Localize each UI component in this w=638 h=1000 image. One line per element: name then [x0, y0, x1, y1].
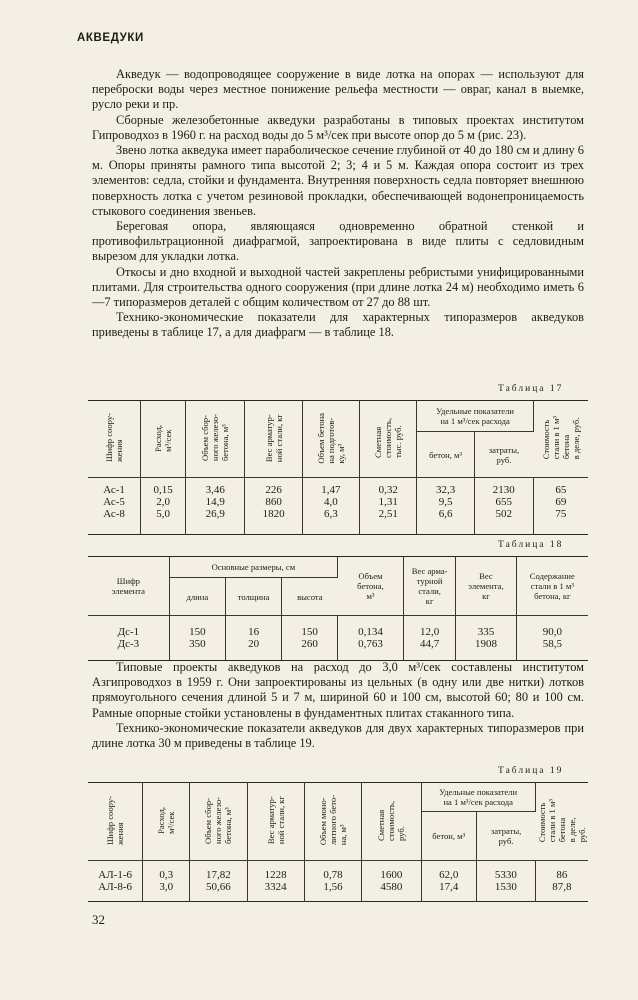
body-text-1	[92, 67, 584, 341]
table-header: Объем сбор- ного железо- бетона, м³	[190, 783, 247, 861]
table-row: АЛ-1-6 АЛ-8-6 0,3 3,0 17,82 50,66 1228 3324 0,78 1,56 1600 4580 62,0 17,4 5330 1530 86 87,8	[88, 861, 588, 902]
table-header: Вес арматур- ной стали, кг	[245, 401, 302, 478]
paragraph: Звено лотка акведука имеет параболическое сечение глубиной от 40 до 180 см и длину 6 м. Опоры приняты рамного типа высотой 2; 3; 4 и 5 м. Каждая опора состоит из трех элементов: седла, стойки и фундамента. Внутренняя поверхность седла повторяет внешнюю поверхность лотка с учетом резиновой прокладки, обеспечивающей водонепроницаемость стыкового соединения звеньев.	[92, 143, 584, 218]
table-header: Стоимость стали в 1 м³ бетона в деле, руб.	[535, 783, 588, 861]
table-header: затраты, руб.	[474, 432, 533, 478]
paragraph: Акведук — водопроводящее сооружение в виде лотка на опорах — используют для переброски воды через местное понижение рельефа местности — овраг, канал в выемке, русло реки и пр.	[92, 67, 584, 112]
table-17	[88, 400, 588, 535]
table-header: Удельные показатели на 1 м³/сек расхода	[417, 401, 533, 432]
table-header: Объем моно- литного бето- на, м³	[304, 783, 361, 861]
section-heading: АКВЕДУКИ	[77, 32, 144, 44]
paragraph: Технико-экономические показатели акведуков для двух характерных типоразмеров при длине лотка 30 м приведены в таблице 19.	[92, 720, 584, 751]
table-header: Объем бетона, м³	[337, 557, 403, 616]
table-header: Шифр элемента	[88, 557, 169, 616]
paragraph: Типовые проекты акведуков на расход до 3,0 м³/сек составлены институтом Азгипроводхоз в 1959 г. Они запроектированы из цельных (в одну или две нитки) лотков прямоугольного сечения длиной 5 и 7 м, шириной 60 и 100 см, высотой 60; 80 и 100 см. Рамные опорные стойки установлены в фундаментных плитах стаканного типа.	[92, 660, 584, 720]
table-header: Основные размеры, см	[169, 557, 337, 578]
table-header: Шифр соору- жения	[88, 783, 143, 861]
table-header: Сметная стоимость, тыс. руб.	[360, 401, 417, 478]
page-number: 32	[92, 912, 105, 927]
table-header: бетон, м³	[421, 812, 476, 861]
table-header: Сметная стоимость, руб.	[362, 783, 421, 861]
table-header: затраты, руб.	[476, 812, 535, 861]
table-header: Объем бетона на подготов- ку, м³	[302, 401, 359, 478]
paragraph: Откосы и дно входной и выходной частей закреплены ребристыми унифицированными плитами. Для строительства одного сооружения (при длине лотка 24 м) необходимо иметь 6—7 типоразмеров деталей с общим количеством от 27 до 88 шт.	[92, 264, 584, 310]
table-19-caption: Таблица 19	[498, 766, 564, 776]
table-header: Вес элемента, кг	[456, 557, 516, 616]
body-text-2	[92, 660, 584, 751]
table-header: Удельные показатели на 1 м³/сек расхода	[421, 783, 535, 812]
table-header: Стоимость стали в 1 м³ бетона в деле, руб.	[533, 401, 588, 478]
paragraph: Сборные железобетонные акведуки разработаны в типовых проектах институтом Гипроводхоз в 1960 г. на расход воды до 5 м³/сек при высоте опор до 5 м (рис. 23).	[92, 112, 584, 142]
table-header: Расход, м³/сек	[141, 401, 186, 478]
table-header: Расход, м³/сек	[143, 783, 190, 861]
paragraph: Технико-экономические показатели для характерных типоразмеров акведуков приведены в таблице 17, а для диафрагм — в таблице 18.	[92, 310, 584, 340]
table-header: Шифр соору- жения	[88, 401, 141, 478]
table-row: Ас-1 Ас-5 Ас-8 0,15 2,0 5,0 3,46 14,9 26,9 226 860 1820 1,47 4,0 6,3 0,32 1,31 2,51 32,3 9,5 6,6 2130 655 502 65 69 75	[88, 478, 588, 535]
table-17-caption: Таблица 17	[498, 384, 564, 394]
table-header: длина	[169, 578, 225, 616]
table-header: толщина	[225, 578, 281, 616]
table-18-caption: Таблица 18	[498, 540, 564, 550]
table-header: высота	[282, 578, 338, 616]
table-header: Вес арма- турной стали, кг	[403, 557, 455, 616]
table-header: Содержание стали в 1 м³ бетона, кг	[516, 557, 588, 616]
table-header: Вес арматур- ной стали, кг	[247, 783, 304, 861]
table-header: Объем сбор- ного железо- бетона, м³	[185, 401, 244, 478]
table-18	[88, 556, 588, 661]
table-19	[88, 782, 588, 902]
table-header: бетон, м³	[417, 432, 474, 478]
paragraph: Береговая опора, являющаяся одновременно обратной стенкой и противофильтрационной диафрагмой, запроектирована в виде плиты с седловидным вырезом для укладки лотка.	[92, 219, 584, 264]
table-row: Дс-1 Дс-3 150 350 16 20 150 260 0,134 0,763 12,0 44,7 335 1908 90,0 58,5	[88, 616, 588, 661]
